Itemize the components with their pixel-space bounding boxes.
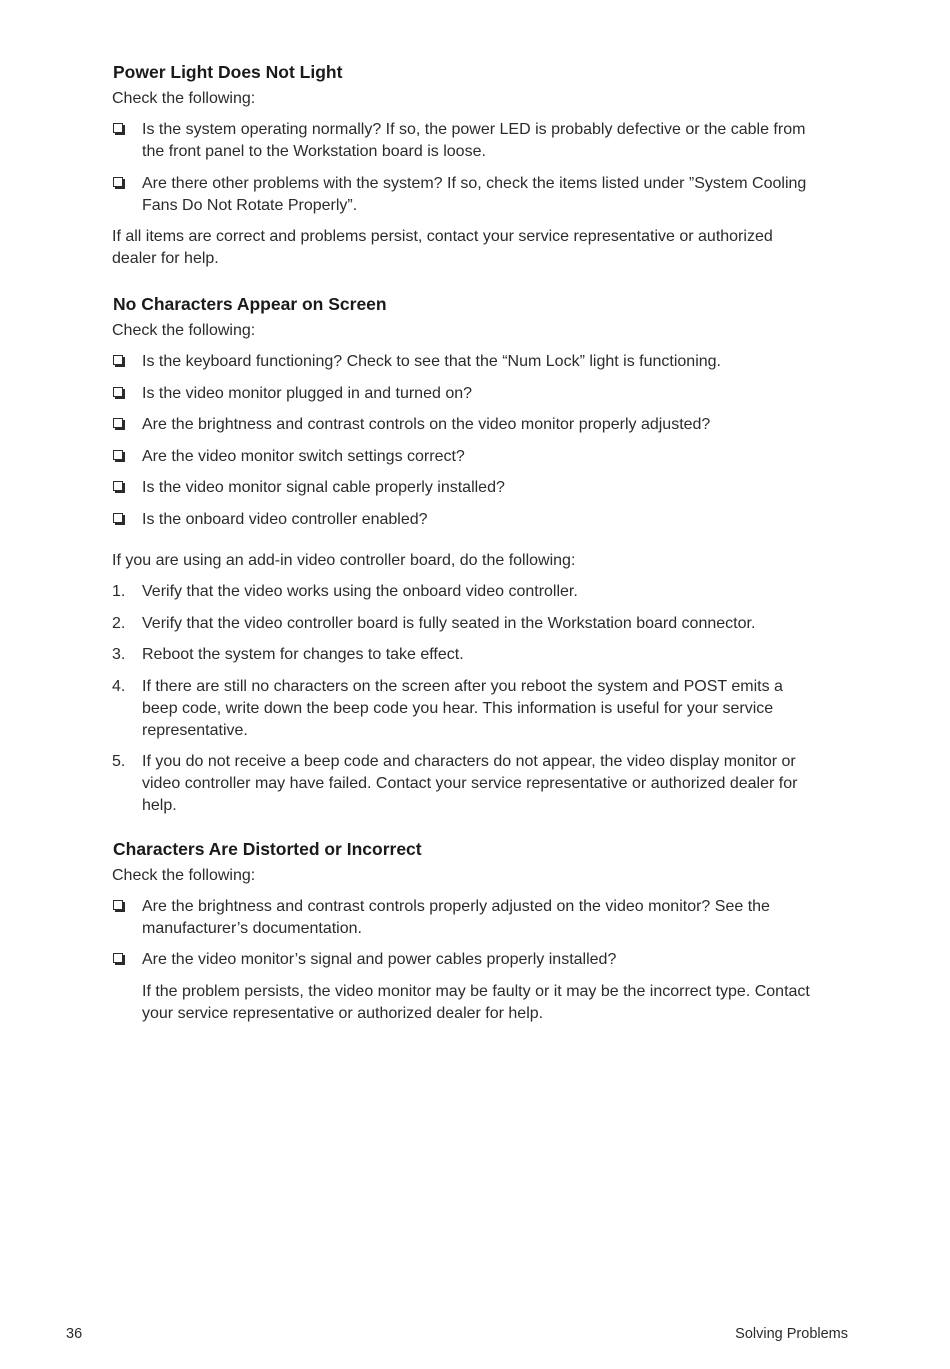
chapter-title: Solving Problems <box>735 1326 848 1342</box>
section-intro: Check the following: <box>112 90 256 107</box>
checkbox-icon <box>113 123 123 133</box>
step-number: 3. <box>112 646 126 663</box>
checklist <box>112 896 812 972</box>
page-number: 36 <box>66 1326 83 1342</box>
step-number: 5. <box>112 753 126 770</box>
section-intro: Check the following: <box>112 866 256 884</box>
checklist-item-text: Are the video monitor switch settings correct? <box>142 447 465 465</box>
checklist-item <box>112 173 812 217</box>
checklist-item-text: Are the video monitor’s signal and power cables properly installed? <box>142 951 617 968</box>
step-item <box>112 751 812 817</box>
checklist-item <box>112 414 812 436</box>
checklist <box>112 119 812 217</box>
step-item <box>112 581 812 603</box>
page-content <box>112 60 812 1025</box>
checklist-item-text: Are the brightness and contrast controls on the video monitor properly adjusted? <box>142 416 711 433</box>
section-no-characters <box>112 292 812 817</box>
checklist-item-text: Are the brightness and contrast controls properly adjusted on the video monitor? See the manufacturer’s documentation. <box>142 897 770 937</box>
checklist <box>112 351 812 531</box>
section-closing: If all items are correct and problems persist, contact your service representative or authorized dealer for help. <box>112 228 773 267</box>
section-heading: No Characters Appear on Screen <box>113 294 387 314</box>
checkbox-icon <box>113 953 123 963</box>
numbered-steps <box>112 581 812 817</box>
checkbox-icon <box>113 355 123 365</box>
checklist-item <box>112 351 812 373</box>
checkbox-icon <box>113 177 123 187</box>
checkbox-icon <box>113 450 123 460</box>
step-text: Verify that the video works using the onboard video controller. <box>142 583 578 600</box>
checklist-item-text: Is the video monitor plugged in and turned on? <box>142 384 473 402</box>
step-number: 2. <box>112 614 126 632</box>
checkbox-icon <box>113 481 123 491</box>
checkbox-icon <box>113 387 123 397</box>
checkbox-icon <box>113 513 123 523</box>
checklist-item-text: Is the video monitor signal cable properly installed? <box>142 479 505 496</box>
checklist-item-text: Is the onboard video controller enabled? <box>142 510 428 528</box>
checklist-item-text: Are there other problems with the system? If so, check the items listed under ”System Cooling Fans Do Not Rotate Properly”. <box>142 174 807 214</box>
checklist-item <box>112 119 812 163</box>
checkbox-icon <box>113 900 123 910</box>
step-text: Reboot the system for changes to take effect. <box>142 646 464 663</box>
checklist-item <box>112 896 812 940</box>
step-text: If there are still no characters on the screen after you reboot the system and POST emits a beep code, write down the beep code you hear. This information is useful for your service representative. <box>142 677 783 739</box>
step-item <box>112 613 812 635</box>
checklist-item-text: Is the system operating normally? If so, the power LED is probably defective or the cable from the front panel to the Workstation board is loose. <box>142 121 806 160</box>
step-number: 4. <box>112 677 126 695</box>
step-number: 1. <box>112 583 126 600</box>
section-power-light <box>112 60 812 270</box>
checklist-item <box>112 446 812 468</box>
checklist-item <box>112 949 812 971</box>
section-intro: Check the following: <box>112 322 256 339</box>
checkbox-icon <box>113 418 123 428</box>
step-text: Verify that the video controller board is fully seated in the Workstation board connector. <box>142 614 756 632</box>
step-text: If you do not receive a beep code and characters do not appear, the video display monitor or video controller may have failed. Contact your service representative or authorized dealer for help. <box>142 753 798 814</box>
checklist-item <box>112 509 812 531</box>
step-item <box>112 644 812 666</box>
section-characters-distorted <box>112 837 812 1025</box>
steps-intro: If you are using an add-in video controller board, do the following: <box>112 552 576 569</box>
section-heading: Characters Are Distorted or Incorrect <box>113 838 422 859</box>
section-closing: If the problem persists, the video monitor may be faulty or it may be the incorrect type. Contact your service representative or authorized dealer for help. <box>142 982 810 1022</box>
section-heading: Power Light Does Not Light <box>113 62 343 82</box>
step-item <box>112 676 812 742</box>
checklist-item-text: Is the keyboard functioning? Check to see that the “Num Lock” light is functioning. <box>142 353 721 370</box>
checklist-item <box>112 477 812 499</box>
checklist-item <box>112 383 812 405</box>
